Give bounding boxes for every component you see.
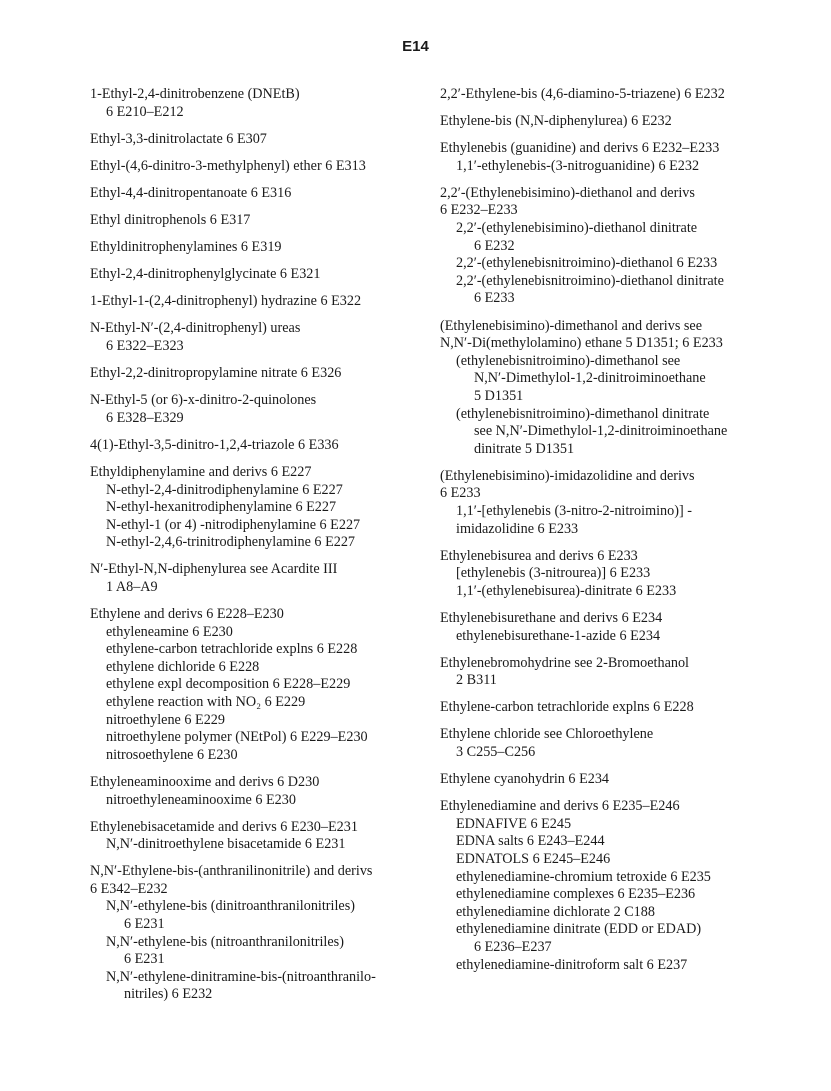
index-heading: Ethyldinitrophenylamines 6 E319: [90, 239, 282, 256]
index-entry: [440, 468, 820, 538]
index-subline: 1,1′-(ethylenebisurea)-dinitrate 6 E233: [456, 582, 677, 599]
index-entry: [90, 464, 428, 552]
index-entry: [90, 266, 428, 284]
index-entry: [440, 318, 820, 459]
index-heading: N-Ethyl-5 (or 6)-x-dinitro-2-quinolones: [90, 392, 317, 409]
index-subline: 2,2′-(ethylenebisnitroimino)-diethanol dinitrate: [456, 272, 724, 289]
index-subline: ethylene-carbon tetrachloride explns 6 E228: [106, 641, 358, 658]
index-heading: (Ethylenebisimino)-imidazolidine and derivs: [440, 467, 695, 484]
index-entry: [90, 561, 428, 596]
index-subline: N,N′-ethylene-dinitramine-bis-(nitroanthranilo-: [106, 968, 376, 985]
index-entry: [90, 86, 428, 121]
index-entry: [440, 86, 820, 104]
index-heading: Ethyl-2,2-dinitropropylamine nitrate 6 E326: [90, 365, 342, 382]
index-subline: nitriles) 6 E232: [124, 986, 213, 1003]
index-subline: N-ethyl-hexanitrodiphenylamine 6 E227: [106, 499, 337, 516]
index-entry: [90, 392, 428, 427]
index-subline: EDNATOLS 6 E245–E246: [456, 850, 611, 867]
index-subline: 6 E233: [474, 290, 515, 307]
index-column-right: [440, 86, 820, 984]
index-heading: N,N′-Ethylene-bis-(anthranilinonitrile) and derivs: [90, 863, 373, 880]
index-entry: [90, 131, 428, 149]
index-subline: 6 E232: [474, 237, 515, 254]
index-heading: 1-Ethyl-2,4-dinitrobenzene (DNEtB): [90, 86, 300, 102]
index-subline: N-ethyl-2,4-dinitrodiphenylamine 6 E227: [106, 481, 343, 498]
index-heading: Ethylenediamine and derivs 6 E235–E246: [440, 798, 680, 815]
index-subline: ethylenediamine dinitrate (EDD or EDAD): [456, 921, 702, 938]
index-subline: ethylenediamine-dinitroform salt 6 E237: [456, 956, 688, 973]
index-subline: 6 E328–E329: [106, 409, 184, 426]
index-heading: N′-Ethyl-N,N-diphenylurea see Acardite III: [90, 561, 338, 578]
index-heading: Ethylene-carbon tetrachloride explns 6 E228: [440, 699, 694, 716]
index-subline: N,N′-Dimethylol-1,2-dinitroiminoethane: [474, 370, 706, 387]
index-subline: 6 E231: [124, 916, 165, 933]
index-subline: N-ethyl-2,4,6-trinitrodiphenylamine 6 E227: [106, 534, 356, 551]
index-heading: 2,2′-Ethylene-bis (4,6-diamino-5-triazene) 6 E232: [440, 86, 725, 102]
index-subline: 1,1′-ethylenebis-(3-nitroguanidine) 6 E232: [456, 157, 700, 174]
index-subline: nitroethyleneaminooxime 6 E230: [106, 791, 296, 808]
index-entry: [90, 606, 428, 764]
index-heading: Ethylenebis (guanidine) and derivs 6 E232–E233: [440, 140, 720, 157]
index-subline: (ethylenebisnitroimino)-dimethanol dinitrate: [456, 405, 710, 422]
index-entry: [440, 655, 820, 690]
index-entry: [440, 185, 820, 308]
index-subline: 1,1′-[ethylenebis (3-nitro-2-nitroimino)] -: [456, 502, 692, 519]
index-heading: 2,2′-(Ethylenebisimino)-diethanol and derivs: [440, 184, 695, 201]
index-heading: Ethylene chloride see Chloroethylene: [440, 726, 654, 743]
index-heading: Ethyldiphenylamine and derivs 6 E227: [90, 463, 312, 480]
index-heading: Ethylene cyanohydrin 6 E234: [440, 771, 610, 788]
index-subline: 2 B311: [456, 672, 497, 689]
index-subline: EDNA salts 6 E243–E244: [456, 833, 605, 850]
index-subline: 2,2′-(ethylenebisimino)-diethanol dinitrate: [456, 220, 698, 237]
index-entry: [90, 863, 428, 1004]
index-entry: [90, 239, 428, 257]
index-subline: 6 E236–E237: [474, 938, 552, 955]
index-entry: [90, 774, 428, 809]
page-number: E14: [402, 38, 429, 55]
index-heading: Ethylenebisacetamide and derivs 6 E230–E231: [90, 818, 358, 835]
index-heading: Ethylene and derivs 6 E228–E230: [90, 606, 284, 623]
index-heading: Ethylenebromohydrine see 2-Bromoethanol: [440, 654, 690, 671]
index-entry: [440, 699, 820, 717]
index-entry: [440, 726, 820, 761]
index-heading: Ethyleneaminooxime and derivs 6 D230: [90, 773, 320, 790]
index-subline: N-ethyl-1 (or 4) -nitrodiphenylamine 6 E227: [106, 516, 361, 533]
index-subline: (ethylenebisnitroimino)-dimethanol see: [456, 352, 681, 369]
index-subline: nitrosoethylene 6 E230: [106, 746, 238, 763]
index-subline: 5 D1351: [474, 387, 524, 404]
index-entry: [440, 140, 820, 175]
index-subline: 6 E233: [440, 485, 481, 502]
index-subline: ethylene dichloride 6 E228: [106, 658, 260, 675]
index-heading: Ethyl-3,3-dinitrolactate 6 E307: [90, 130, 267, 147]
index-subline: 3 C255–C256: [456, 744, 536, 760]
index-heading: Ethylenebisurethane and derivs 6 E234: [440, 609, 663, 626]
index-heading: Ethylenebisurea and derivs 6 E233: [440, 547, 638, 564]
index-subline: imidazolidine 6 E233: [456, 520, 579, 537]
index-subline: 2,2′-(ethylenebisnitroimino)-diethanol 6 E233: [456, 255, 718, 272]
index-subline: [ethylenebis (3-nitrourea)] 6 E233: [456, 565, 651, 582]
index-heading: Ethyl dinitrophenols 6 E317: [90, 211, 251, 228]
index-heading: (Ethylenebisimino)-dimethanol and derivs see: [440, 317, 703, 334]
index-entry: [90, 158, 428, 176]
index-subline: N,N′-dinitroethylene bisacetamide 6 E231: [106, 836, 346, 853]
index-subline: ethylene expl decomposition 6 E228–E229: [106, 676, 351, 693]
index-entry: [440, 798, 820, 974]
index-subline: 1 A8–A9: [106, 578, 158, 595]
index-subline: dinitrate 5 D1351: [474, 440, 575, 457]
index-entry: [90, 365, 428, 383]
index-subline: EDNAFIVE 6 E245: [456, 815, 572, 832]
index-heading: 4(1)-Ethyl-3,5-dinitro-1,2,4-triazole 6 E336: [90, 436, 339, 453]
index-entry: [440, 610, 820, 645]
index-entry: [440, 548, 820, 601]
index-subline: N,N′-Di(methylolamino) ethane 5 D1351; 6 E233: [440, 335, 723, 352]
index-entry: [90, 212, 428, 230]
index-entry: [440, 771, 820, 789]
index-entry: [90, 185, 428, 203]
index-subline: 6 E231: [124, 951, 165, 968]
index-subline: N,N′-ethylene-bis (nitroanthranilonitriles): [106, 933, 344, 950]
index-subline: 6 E232–E233: [440, 202, 518, 219]
index-heading: Ethyl-2,4-dinitrophenylglycinate 6 E321: [90, 266, 321, 283]
index-entry: [90, 320, 428, 355]
index-heading: Ethylene-bis (N,N-diphenylurea) 6 E232: [440, 113, 672, 130]
index-subline: 6 E342–E232: [90, 880, 168, 897]
index-entry: [440, 113, 820, 131]
index-subline: 6 E210–E212: [106, 103, 184, 120]
index-entry: [90, 437, 428, 455]
index-heading: Ethyl-(4,6-dinitro-3-methylphenyl) ether 6 E313: [90, 157, 366, 174]
index-column-left: [90, 86, 428, 1014]
index-subline: ethylenebisurethane-1-azide 6 E234: [456, 627, 661, 644]
index-heading: N-Ethyl-N′-(2,4-dinitrophenyl) ureas: [90, 320, 301, 337]
index-subline: ethylenediamine-chromium tetroxide 6 E235: [456, 868, 711, 885]
index-subline: nitroethylene polymer (NEtPol) 6 E229–E230: [106, 729, 368, 746]
index-heading: 1-Ethyl-1-(2,4-dinitrophenyl) hydrazine 6 E322: [90, 293, 362, 310]
index-subline: 6 E322–E323: [106, 337, 184, 354]
index-subline: nitroethylene 6 E229: [106, 711, 225, 728]
index-entry: [90, 819, 428, 854]
index-subline: ethylene reaction with NO₂ 6 E229: [106, 694, 306, 711]
index-subline: ethylenediamine complexes 6 E235–E236: [456, 886, 696, 903]
index-subline: N,N′-ethylene-bis (dinitroanthranilonitriles): [106, 898, 355, 915]
index-subline: ethylenediamine dichlorate 2 C188: [456, 903, 655, 920]
index-subline: ethyleneamine 6 E230: [106, 623, 233, 640]
index-heading: Ethyl-4,4-dinitropentanoate 6 E316: [90, 184, 292, 201]
index-subline: see N,N′-Dimethylol-1,2-dinitroiminoethane: [474, 423, 728, 440]
index-entry: [90, 293, 428, 311]
